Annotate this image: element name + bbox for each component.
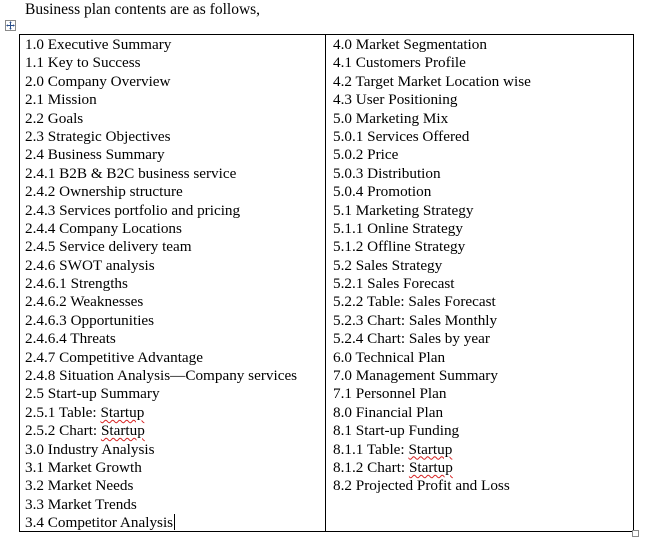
- contents-entry: 2.1 Mission: [25, 91, 97, 109]
- contents-entry: 5.2.3 Chart: Sales Monthly: [333, 311, 498, 329]
- contents-entry: 2.4 Business Summary: [25, 146, 165, 164]
- contents-entry: 2.2 Goals: [25, 109, 84, 127]
- contents-entry: 3.2 Market Needs: [25, 477, 134, 495]
- contents-entry: 3.3 Market Trends: [25, 495, 137, 513]
- table-move-handle-icon[interactable]: [5, 20, 16, 31]
- text-cursor: [174, 514, 175, 530]
- contents-entry: 2.4.1 B2B & B2C business service: [25, 164, 237, 182]
- contents-entry: 5.1 Marketing Strategy: [333, 201, 474, 219]
- contents-entry: 2.4.2 Ownership structure: [25, 183, 183, 201]
- contents-entry: 5.0.1 Services Offered: [333, 127, 470, 145]
- intro-text: Business plan contents are as follows,: [25, 1, 261, 18]
- contents-entry: 4.0 Market Segmentation: [333, 36, 487, 53]
- contents-entry: 4.2 Target Market Location wise: [333, 72, 531, 90]
- contents-entry: 2.3 Strategic Objectives: [25, 127, 171, 145]
- spellcheck-flagged-word[interactable]: Startup: [100, 403, 145, 421]
- contents-entry: 2.5.1 Table: Startup: [25, 403, 145, 421]
- contents-entry: 8.1 Start-up Funding: [333, 422, 460, 440]
- contents-entry: 3.1 Market Growth: [25, 458, 142, 476]
- contents-entry: 7.0 Management Summary: [333, 367, 498, 385]
- contents-entry: 2.4.4 Company Locations: [25, 219, 182, 237]
- spellcheck-flagged-word[interactable]: Startup: [100, 422, 145, 440]
- contents-entry: 5.0.3 Distribution: [333, 164, 441, 182]
- contents-entry: 2.4.6 SWOT analysis: [25, 256, 155, 274]
- contents-entry: 8.1.1 Table: Startup: [333, 440, 453, 458]
- table-resize-handle-icon[interactable]: [632, 530, 639, 537]
- contents-entry: 8.2 Projected Profit and Loss: [333, 477, 510, 495]
- contents-table: [19, 34, 634, 532]
- contents-entry: 2.4.6.4 Threats: [25, 330, 116, 348]
- contents-entry: 6.0 Technical Plan: [333, 348, 446, 366]
- contents-entry: 4.3 User Positioning: [333, 91, 458, 109]
- contents-entry: 8.1.2 Chart: Startup: [333, 458, 453, 476]
- contents-entry: 2.4.7 Competitive Advantage: [25, 348, 204, 366]
- contents-entry: 2.4.6.2 Weaknesses: [25, 293, 144, 311]
- contents-entry: 5.0.4 Promotion: [333, 183, 432, 201]
- contents-entry: 1.1 Key to Success: [25, 54, 141, 72]
- contents-entry: 5.2.1 Sales Forecast: [333, 275, 455, 293]
- contents-entry: 5.2.2 Table: Sales Forecast: [333, 293, 496, 311]
- contents-right-column[interactable]: [326, 35, 633, 531]
- contents-entry: 2.4.6.3 Opportunities: [25, 311, 155, 329]
- contents-entry: 1.0 Executive Summary: [25, 36, 172, 53]
- contents-entry: 5.2 Sales Strategy: [333, 256, 443, 274]
- contents-entry: 2.4.5 Service delivery team: [25, 238, 192, 256]
- contents-entry: 8.0 Financial Plan: [333, 403, 444, 421]
- contents-entry: 3.0 Industry Analysis: [25, 440, 155, 458]
- contents-entry: 2.4.8 Situation Analysis—Company services: [25, 367, 298, 385]
- contents-entry: 5.2.4 Chart: Sales by year: [333, 330, 490, 348]
- contents-entry: 7.1 Personnel Plan: [333, 385, 447, 403]
- contents-entry: 5.1.2 Offline Strategy: [333, 238, 466, 256]
- contents-entry: 4.1 Customers Profile: [333, 54, 466, 72]
- contents-entry: 5.0.2 Price: [333, 146, 399, 164]
- spellcheck-flagged-word[interactable]: Startup: [408, 458, 453, 476]
- contents-entry: 2.4.6.1 Strengths: [25, 275, 128, 293]
- contents-entry: 2.5.2 Chart: Startup: [25, 422, 145, 440]
- contents-entry: 3.4 Competitor Analysis: [25, 514, 174, 532]
- contents-entry: 2.5 Start-up Summary: [25, 385, 160, 403]
- contents-entry: 5.0 Marketing Mix: [333, 109, 449, 127]
- contents-left-column[interactable]: [20, 35, 326, 531]
- contents-entry: 2.4.3 Services portfolio and pricing: [25, 201, 241, 219]
- contents-entry: 2.0 Company Overview: [25, 72, 171, 90]
- contents-entry: 5.1.1 Online Strategy: [333, 219, 463, 237]
- spellcheck-flagged-word[interactable]: Startup: [408, 440, 453, 458]
